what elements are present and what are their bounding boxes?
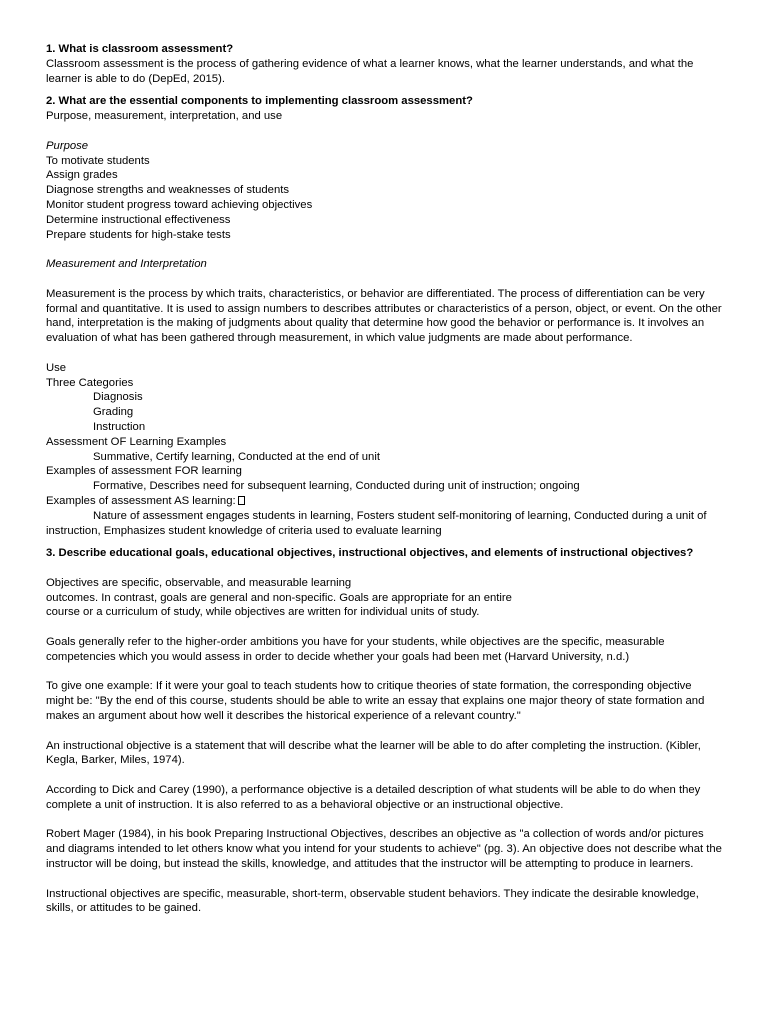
- q1-heading: 1. What is classroom assessment?: [46, 43, 234, 55]
- spacer: [46, 86, 722, 94]
- q3-paragraph-7: Instructional objectives are specific, measurable, short-term, observable student behaviors. They indicate the desirable knowledge, skills, or attitudes to be gained.: [46, 887, 699, 915]
- measurement-paragraph: Measurement is the process by which traits, characteristics, or behavior are differentiated. The process of differentiation can be very formal and quantitative. It is used to assign numbers to describes attributes or characteristics of a person, object, or event. On the other hand, interpretation is the making of judgments about quality that determine how good the behavior or performance is. It involves an evaluation of what has been gathered through measurement, in which value judgments are made about performance.: [46, 287, 722, 345]
- spacer: [46, 242, 722, 257]
- spacer: [46, 124, 722, 139]
- spacer: [46, 561, 722, 576]
- assessment-for-text: Formative, Describes need for subsequent learning, Conducted during unit of instruction; ongoing: [93, 480, 580, 493]
- purpose-item: Assign grades: [46, 169, 118, 182]
- q1-answer: Classroom assessment is the process of gathering evidence of what a learner knows, what the learner understands, and what the learner is able to do (DepEd, 2015).: [46, 57, 694, 85]
- spacer: [46, 272, 722, 287]
- q3-paragraph-4: An instructional objective is a statement that will describe what the learner will be able to do after completing the instruction. (Kibler, Kegla, Barker, Miles, 1974).: [46, 739, 701, 767]
- q3-paragraph-5: According to Dick and Carey (1990), a performance objective is a detailed description of what students will be able to do when they complete a unit of instruction. It is also referred to as a behavioral objective or an instructional objective.: [46, 784, 701, 811]
- q2-heading: 2. What are the essential components to implementing classroom assessment?: [46, 95, 473, 108]
- q3-paragraph-2: Goals generally refer to the higher-order ambitions you have for your students, while objectives are the specific, measurable competencies which you would assess in order to decide whether your goals had been met (Harvard University, n.d.): [46, 636, 665, 663]
- q3-heading: 3. Describe educational goals, educational objectives, instructional objectives, and elements of instructional objectives?: [46, 547, 694, 560]
- categories-title: Three Categories: [46, 376, 134, 389]
- spacer: [46, 620, 722, 635]
- q3-paragraph-6: Robert Mager (1984), in his book Preparing Instructional Objectives, describes an objective as "a collection of words and/or pictures and diagrams intended to let others know what you intend for your students to achieve" (pg. 3). An objective does not describe what the instructor will be doing, but instead the skills, knowledge, and attitudes that the instructor will be attempting to produce in learners.: [46, 828, 722, 871]
- category-item: Instruction: [93, 420, 146, 433]
- spacer: [46, 872, 722, 887]
- q2-answer: Purpose, measurement, interpretation, and use: [46, 110, 283, 123]
- assessment-of-text: Summative, Certify learning, Conducted at the end of unit: [93, 450, 380, 463]
- use-title: Use: [46, 361, 67, 374]
- spacer: [46, 768, 722, 783]
- purpose-item: Prepare students for high-stake tests: [46, 228, 231, 241]
- q3-p1-line: Objectives are specific, observable, and measurable learning: [46, 576, 352, 589]
- q3-paragraph-3: To give one example: If it were your goal to teach students how to critique theories of state formation, the corresponding objective might be: "By the end of this course, students should be able to write an essay that explains one major theory of state formation and makes an argument about how well it describes the historical experience of a relevant country.": [46, 680, 705, 723]
- category-item: Grading: [93, 406, 134, 419]
- spacer: [46, 665, 722, 680]
- category-item: Diagnosis: [93, 391, 143, 404]
- missing-glyph-icon: [238, 496, 245, 505]
- q3-p1-line: outcomes. In contrast, goals are general and non-specific. Goals are appropriate for an entire: [46, 591, 512, 604]
- assessment-of-title: Assessment OF Learning Examples: [46, 435, 227, 448]
- spacer: [46, 538, 722, 546]
- purpose-item: To motivate students: [46, 154, 150, 167]
- purpose-item: Monitor student progress toward achieving objectives: [46, 198, 313, 211]
- measurement-title: Measurement and Interpretation: [46, 258, 207, 271]
- spacer: [46, 346, 722, 361]
- assessment-as-text: Nature of assessment engages students in learning, Fosters student self-monitoring of learning, Conducted during a unit of instruction, Emphasizes student knowledge of criteria used to evaluate learning: [46, 509, 707, 537]
- assessment-for-title: Examples of assessment FOR learning: [46, 465, 242, 478]
- purpose-title: Purpose: [46, 139, 89, 152]
- purpose-item: Diagnose strengths and weaknesses of students: [46, 184, 290, 197]
- spacer: [46, 724, 722, 739]
- q3-p1-line: course or a curriculum of study, while objectives are written for individual units of study.: [46, 606, 480, 619]
- purpose-item: Determine instructional effectiveness: [46, 213, 231, 226]
- spacer: [46, 813, 722, 828]
- assessment-as-title: Examples of assessment AS learning:: [46, 494, 236, 507]
- assessment-as-title-line: [46, 494, 722, 509]
